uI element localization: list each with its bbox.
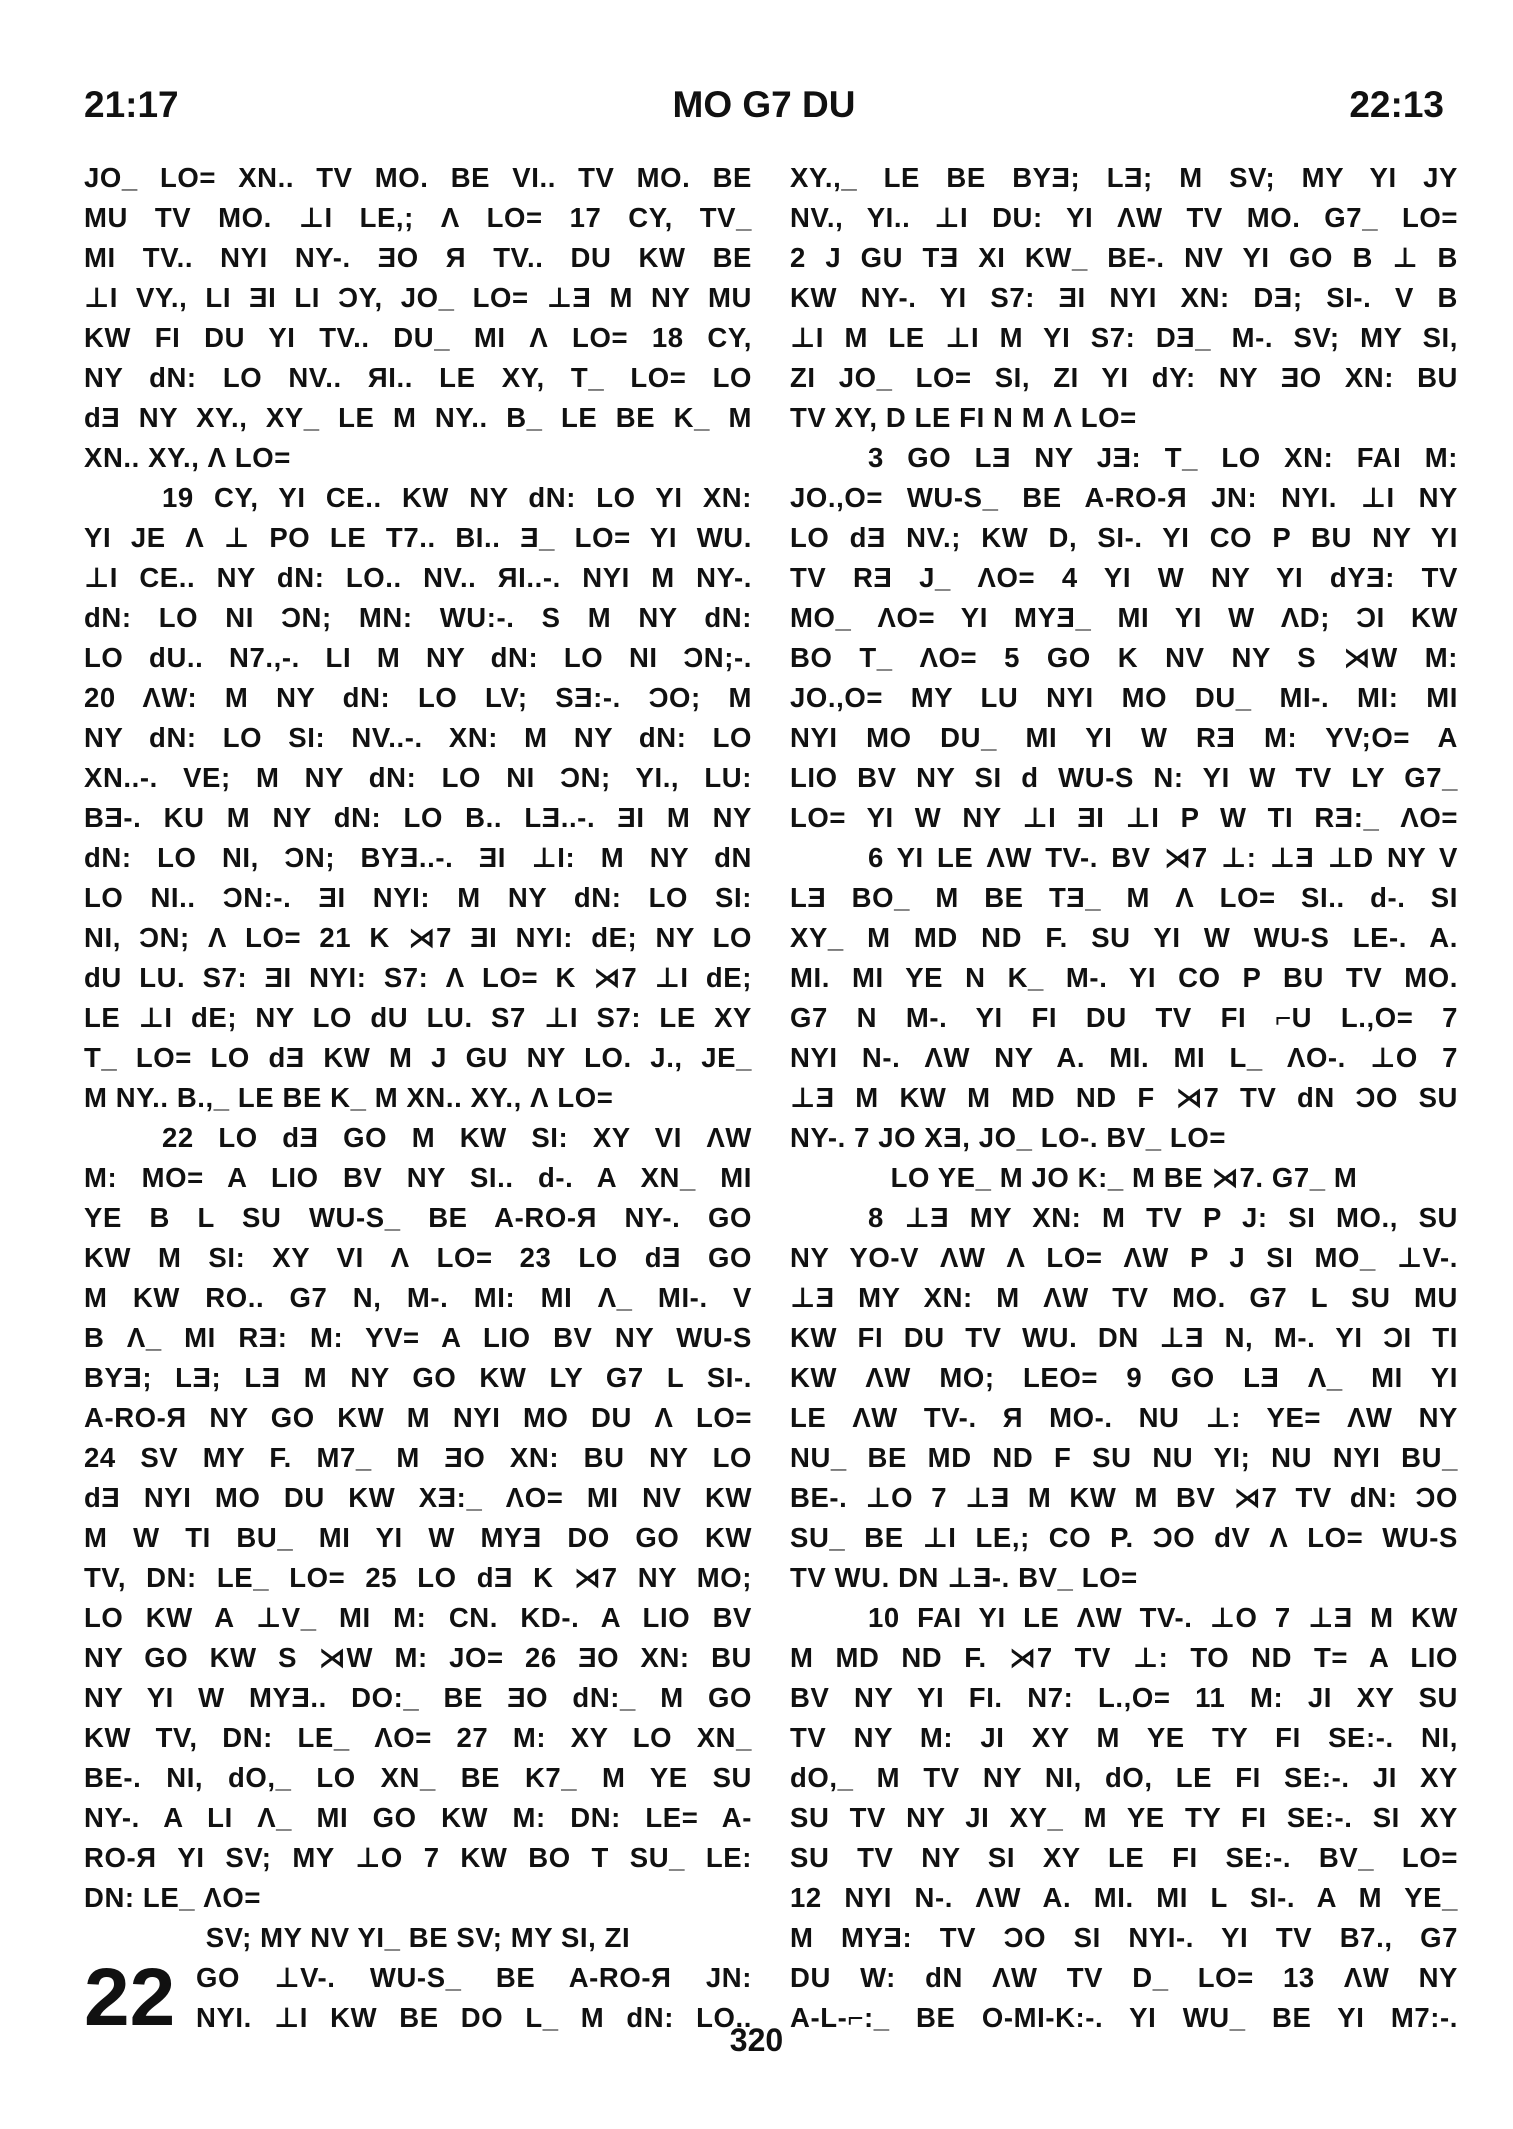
text-line: M W TI BU_ MI YI W MYƎ DO GO KW [84,1522,752,1553]
text-line: LO= YI W NY ⊥I ƎI ⊥I P W TI RƎ:_ ΛO= [790,802,1458,833]
text-line: NY dN: LO SI: NV..-. XN: M NY dN: LO [84,722,752,753]
text-line: BV NY YI FI. N7: L.,O= 11 M: JI XY SU [790,1682,1458,1713]
text-line: ⊥I M LE ⊥I M YI S7: DƎ_ M-. SV; MY SI, [790,322,1458,353]
text-line: dO,_ M TV NY NI, dO, LE FI SE:-. JI XY [790,1762,1458,1793]
text-line: SU_ BE ⊥I LE,; CO P. ƆO dV Λ LO= WU-S [790,1522,1458,1553]
text-line: M KW RO.. G7 N, M-. MI: MI Λ_ MI-. V [84,1282,752,1313]
text-line: NY YI W MYƎ.. DO:_ BE ƎO dN:_ M GO [84,1682,752,1713]
text-line: MU TV MO. ⊥I LE,; Λ LO= 17 CY, TV_ [84,202,752,233]
text-line: BE-. NI, dO,_ LO XN_ BE K7_ M YE SU [84,1762,752,1793]
text-line: dN: LO NI ƆN; MN: WU:-. S M NY dN: [84,602,752,633]
text-line: dU LU. S7: ƎI NYI: S7: Λ LO= K ⋊7 ⊥I dE; [84,962,752,993]
text-line: LO dU.. N7.,-. LI M NY dN: LO NI ƆN;-. [84,642,752,673]
text-line: NYI MO DU_ MI YI W RƎ M: YV;O= A [790,722,1458,753]
text-line: M MD ND F. ⋊7 TV ⊥: TO ND T= A LIO [790,1642,1458,1673]
text-line: TV, DN: LE_ LO= 25 LO dƎ K ⋊7 NY MO; [84,1562,752,1593]
paragraph-start: 8 ⊥Ǝ MY XN: M TV P J: SI MO., SU [868,1202,1458,1233]
text-line: M NY.. B.,_ LE BE K_ M XN.. XY., Λ LO= [84,1082,614,1113]
text-line: BƎ-. KU M NY dN: LO B.. LƎ..-. ƎI M NY [84,802,752,833]
text-line: ⊥I CE.. NY dN: LO.. NV.. ЯI..-. NYI M NY-. [84,562,752,593]
text-line: YI JE Λ ⊥ PO LE T7.. BI.. Ǝ_ LO= YI WU. [84,522,752,553]
text-line: NY YO-V ΛW Λ LO= ΛW P J SI MO_ ⊥V-. [790,1242,1458,1273]
right-column [790,158,1458,2038]
text-line: DN: LE_ ΛO= [84,1882,261,1913]
text-line: LE ΛW TV-. Я MO-. NU ⊥: YE= ΛW NY [790,1402,1458,1433]
text-line: RO-Я YI SV; MY ⊥O 7 KW BO T SU_ LE: [84,1842,752,1873]
text-line: A-L-⌐:_ BE O-MI-K:-. YI WU_ BE YI M7:-. [790,2002,1458,2033]
header-right-reference: 22:13 [1349,84,1444,125]
text-line: LO NI.. ƆN:-. ƎI NYI: M NY dN: LO SI: [84,882,752,913]
text-line: MI TV.. NYI NY-. ƎO Я TV.. DU KW BE [84,242,752,273]
text-line: KW NY-. YI S7: ƎI NYI XN: DƎ; SI-. V B [790,282,1458,313]
text-line: LO dƎ NV.; KW D, SI-. YI CO P BU NY YI [790,522,1458,553]
text-line: ⊥Ǝ MY XN: M ΛW TV MO. G7 L SU MU [790,1282,1458,1313]
text-line: LƎ BO_ M BE TƎ_ M Λ LO= SI.. d-. SI [790,882,1458,913]
text-line: JO.,O= WU-S_ BE A-RO-Я JN: NYI. ⊥I NY [790,482,1458,513]
page-header [84,84,1444,130]
text-line: TV WU. DN ⊥Ǝ-. BV_ LO= [790,1562,1138,1593]
text-line: KW FI DU TV WU. DN ⊥Ǝ N, M-. YI ƆI TI [790,1322,1458,1353]
text-line: T_ LO= LO dƎ KW M J GU NY LO. J., JE_ [84,1042,752,1073]
text-line: KW TV, DN: LE_ ΛO= 27 M: XY LO XN_ [84,1722,752,1753]
text-line: JO_ LO= XN.. TV MO. BE VI.. TV MO. BE [84,162,752,193]
text-line: NY-. A LI Λ_ MI GO KW M: DN: LE= A- [84,1802,752,1833]
text-line: JO.,O= MY LU NYI MO DU_ MI-. MI: MI [790,682,1458,713]
left-column [84,158,752,2043]
text-line: ZI JO_ LO= SI, ZI YI dY: NY ƎO XN: BU [790,362,1458,393]
text-line: TV RƎ J_ ΛO= 4 YI W NY YI dYƎ: TV [790,562,1458,593]
text-line: KW M SI: XY VI Λ LO= 23 LO dƎ GO [84,1242,752,1273]
text-line: KW FI DU YI TV.. DU_ MI Λ LO= 18 CY, [84,322,752,353]
text-line: SU TV NY JI XY_ M YE TY FI SE:-. SI XY [790,1802,1458,1833]
paragraph-start: 3 GO LƎ NY JƎ: T_ LO XN: FAI M: [868,442,1458,473]
header-book-title: MO G7 DU [672,84,856,125]
text-line: XY.,_ LE BE BYƎ; LƎ; M SV; MY YI JY [790,162,1458,193]
section-heading: SV; MY NV YI_ BE SV; MY SI, ZI [205,1922,631,1953]
text-line: MI. MI YE N K_ M-. YI CO P BU TV MO. [790,962,1458,993]
text-line: B Λ_ MI RƎ: M: YV= A LIO BV NY WU-S [84,1322,752,1353]
text-line: LO KW A ⊥V_ MI M: CN. KD-. A LIO BV [84,1602,752,1633]
text-line: LE ⊥I dE; NY LO dU LU. S7 ⊥I S7: LE XY [84,1002,752,1033]
section-heading: LO YE_ M JO K:_ M BE ⋊7. G7_ M [890,1162,1358,1193]
page-number: 320 [729,2022,784,2058]
text-line: KW ΛW MO; LEO= 9 GO LƎ Λ_ MI YI [790,1362,1458,1393]
header-left-reference: 21:17 [84,84,179,125]
text-line: dƎ NYI MO DU KW XƎ:_ ΛO= MI NV KW [84,1482,752,1513]
text-line: M: MO= A LIO BV NY SI.. d-. A XN_ MI [84,1162,752,1193]
text-line: BE-. ⊥O 7 ⊥Ǝ M KW M BV ⋊7 TV dN: ƆO [790,1482,1458,1513]
text-line: ⊥I VY., LI ƎI LI ƆY, JO_ LO= ⊥Ǝ M NY MU [84,282,752,313]
text-line: NV., YI.. ⊥I DU: YI ΛW TV MO. G7_ LO= [790,202,1458,233]
text-line: GO ⊥V-. WU-S_ BE A-RO-Я JN: [196,1962,752,1993]
text-line: 2 J GU TƎ XI KW_ BE-. NV YI GO B ⊥ B [790,242,1458,273]
text-line: LIO BV NY SI d WU-S N: YI W TV LY G7_ [790,762,1458,793]
text-line: 24 SV MY F. M7_ M ƎO XN: BU NY LO [84,1442,752,1473]
text-line: TV XY, D LE FI N M Λ LO= [790,402,1137,433]
text-line: 20 ΛW: M NY dN: LO LV; SƎ:-. ƆO; M [84,682,752,713]
text-line: dƎ NY XY., XY_ LE M NY.. B_ LE BE K_ M [84,402,752,433]
text-line: dN: LO NI, ƆN; BYƎ..-. ƎI ⊥I: M NY dN [84,842,752,873]
text-line: ⊥Ǝ M KW M MD ND F ⋊7 TV dN ƆO SU [790,1082,1458,1113]
text-line: MO_ ΛO= YI MYƎ_ MI YI W ΛD; ƆI KW [790,602,1458,633]
text-line: M MYƎ: TV ƆO SI NYI-. YI TV B7., G7 [790,1922,1458,1953]
text-line: DU W: dN ΛW TV D_ LO= 13 ΛW NY [790,1962,1458,1993]
text-line: TV NY M: JI XY M YE TY FI SE:-. NI, [790,1722,1458,1753]
paragraph-start: 22 LO dƎ GO M KW SI: XY VI ΛW [162,1122,752,1153]
text-line: XN..-. VE; M NY dN: LO NI ƆN; YI., LU: [84,762,752,793]
text-line: YE B L SU WU-S_ BE A-RO-Я NY-. GO [84,1202,752,1233]
text-line: XN.. XY., Λ LO= [84,442,291,473]
text-line: BO T_ ΛO= 5 GO K NV NY S ⋊W M: [790,642,1458,673]
text-line: SU TV NY SI XY LE FI SE:-. BV_ LO= [790,1842,1458,1873]
text-line: NYI N-. ΛW NY A. MI. MI L_ ΛO-. ⊥O 7 [790,1042,1458,1073]
paragraph-start: 19 CY, YI CE.. KW NY dN: LO YI XN: [162,482,752,513]
text-line: NY-. 7 JO XƎ, JO_ LO-. BV_ LO= [790,1122,1226,1153]
text-line: NI, ƆN; Λ LO= 21 K ⋊7 ƎI NYI: dE; NY LO [84,922,752,953]
text-line: NU_ BE MD ND F SU NU YI; NU NYI BU_ [790,1442,1458,1473]
text-line: NYI. ⊥I KW BE DO L_ M dN: LO.. [196,2002,752,2033]
text-line: BYƎ; LƎ; LƎ M NY GO KW LY G7 L SI-. [84,1362,752,1393]
text-line: G7 N M-. YI FI DU TV FI ⌐U L.,O= 7 [790,1002,1458,1033]
text-line: NY dN: LO NV.. ЯI.. LE XY, T_ LO= LO [84,362,752,393]
paragraph-start: 10 FAI YI LE ΛW TV-. ⊥O 7 ⊥Ǝ M KW [868,1602,1458,1633]
text-line: NY GO KW S ⋊W M: JO= 26 ƎO XN: BU [84,1642,752,1673]
text-line: XY_ M MD ND F. SU YI W WU-S LE-. A. [790,922,1458,953]
text-line: 12 NYI N-. ΛW A. MI. MI L SI-. A M YE_ [790,1882,1458,1913]
text-line: A-RO-Я NY GO KW M NYI MO DU Λ LO= [84,1402,752,1433]
paragraph-start: 6 YI LE ΛW TV-. BV ⋊7 ⊥: ⊥Ǝ ⊥D NY V [868,842,1458,873]
chapter-number: 22 [84,1952,176,2043]
